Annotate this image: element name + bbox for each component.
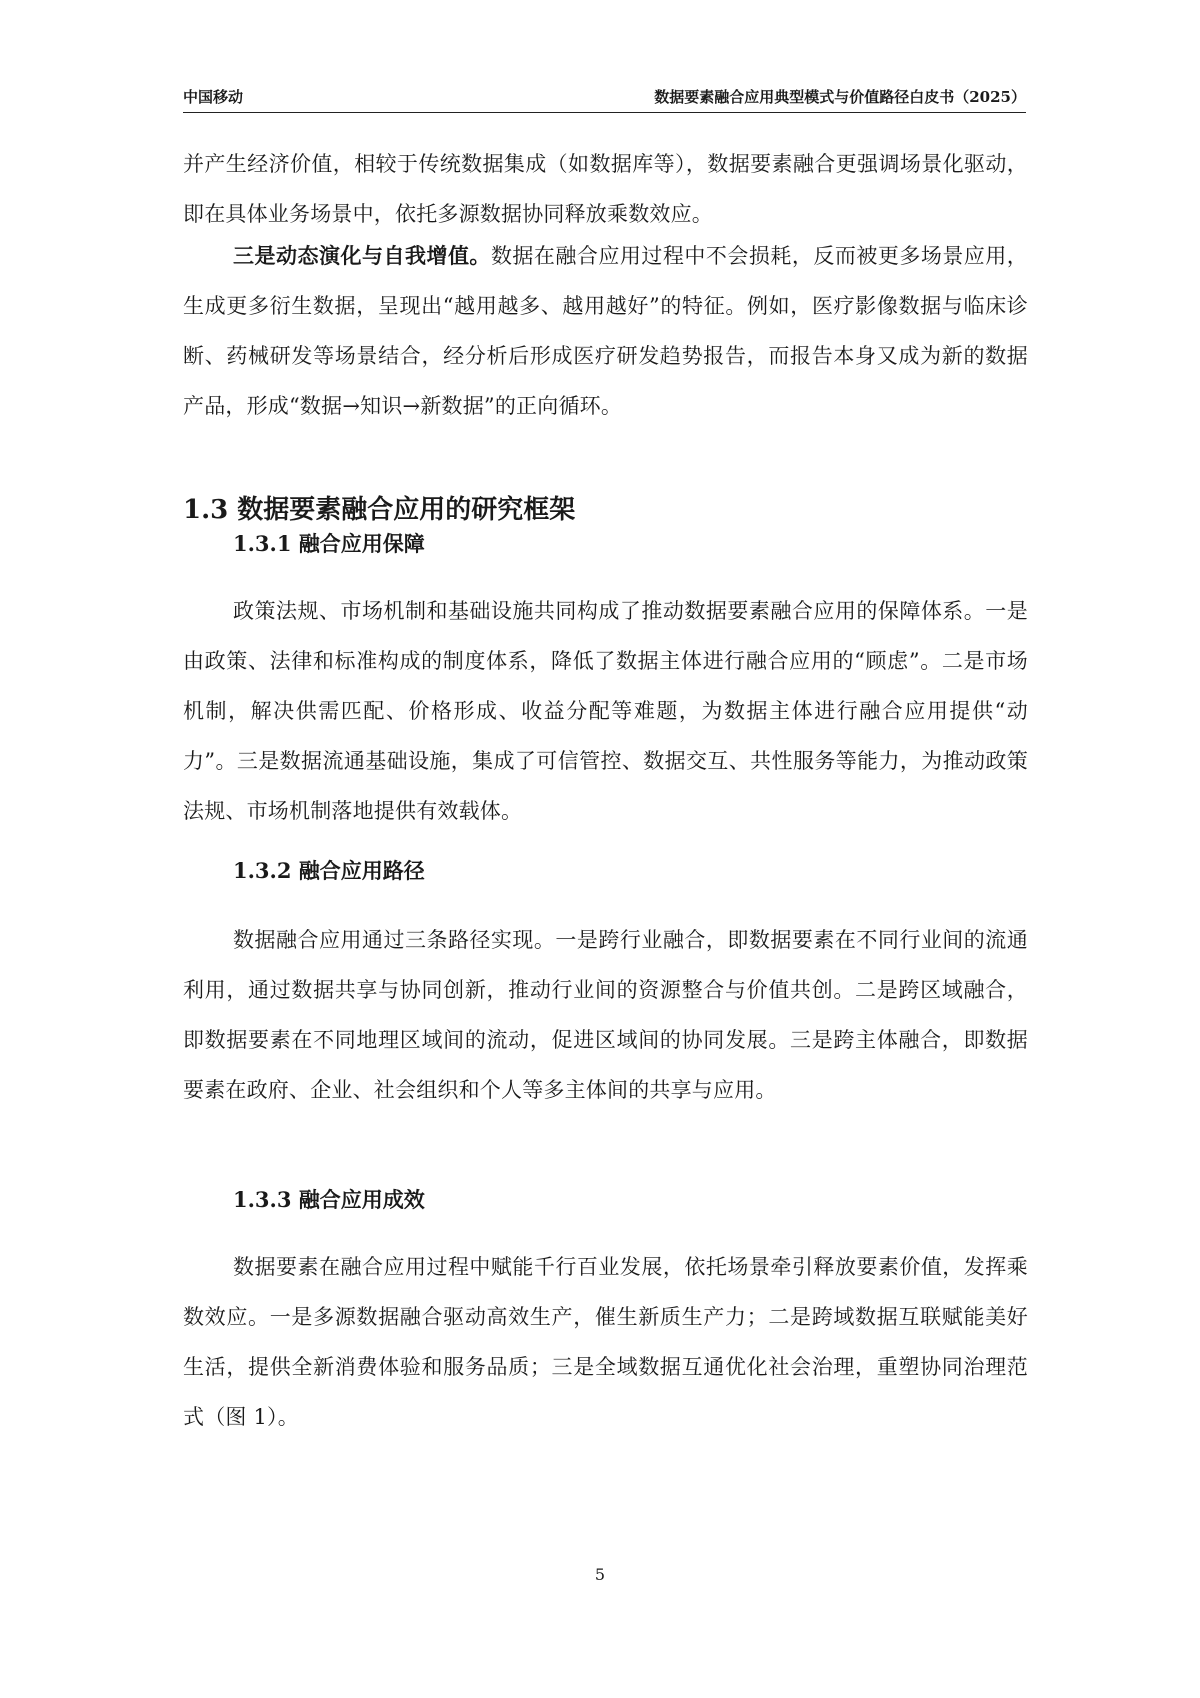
subsection-heading-1-3-2: 1.3.2 融合应用路径 [233, 858, 425, 883]
paragraph-1-3-3: 数据要素在融合应用过程中赋能千行百业发展，依托场景牵引释放要素价值，发挥乘数效应。一是多源数据融合驱动高效生产，催生新质生产力；二是跨域数据互联赋能美好生活，提供全新消费体验和服务品质；三是全域数据互通优化社会治理，重塑协同治理范式（图 1）。 [183, 1255, 1028, 1429]
subsection-heading-1-3-3: 1.3.3 融合应用成效 [233, 1187, 425, 1212]
paragraph-1-3-2: 数据融合应用通过三条路径实现。一是跨行业融合，即数据要素在不同行业间的流通利用，通过数据共享与协同创新，推动行业间的资源整合与价值共创。二是跨区域融合，即数据要素在不同地理区域间的流动，促进区域间的协同发展。三是跨主体融合，即数据要素在政府、企业、社会组织和个人等多主体间的共享与应用。 [183, 928, 1028, 1102]
paragraph-body: 数据在融合应用过程中不会损耗，反而被更多场景应用，生成更多衍生数据，呈现出“越用越多、越用越好”的特征。例如，医疗影像数据与临床诊断、药械研发等场景结合，经分析后形成医疗研发趋势报告，而报告本身又成为新的数据产品，形成“数据→知识→新数据”的正向循环。 [183, 244, 1028, 418]
paragraph-continued: 并产生经济价值，相较于传统数据集成（如数据库等），数据要素融合更强调场景化驱动，即在具体业务场景中，依托多源数据协同释放乘数效应。 [183, 152, 1028, 226]
page-number: 5 [594, 1565, 606, 1584]
header-org: 中国移动 [183, 88, 244, 106]
page-header [183, 86, 1026, 113]
paragraph-1-3-1: 政策法规、市场机制和基础设施共同构成了推动数据要素融合应用的保障体系。一是由政策、法律和标准构成的制度体系，降低了数据主体进行融合应用的“顾虑”。二是市场机制，解决供需匹配、价格形成、收益分配等难题，为数据主体进行融合应用提供“动力”。三是数据流通基础设施，集成了可信管控、数据交互、共性服务等能力，为推动政策法规、市场机制落地提供有效载体。 [183, 599, 1028, 823]
section-heading-1-3: 1.3 数据要素融合应用的研究框架 [183, 495, 576, 525]
paragraph-dynamic-evolution [183, 231, 1028, 431]
paragraph-lead: 三是动态演化与自我增值。 [233, 243, 491, 268]
subsection-heading-1-3-1: 1.3.1 融合应用保障 [233, 531, 425, 556]
header-doc-title: 数据要素融合应用典型模式与价值路径白皮书（2025） [654, 88, 1026, 106]
